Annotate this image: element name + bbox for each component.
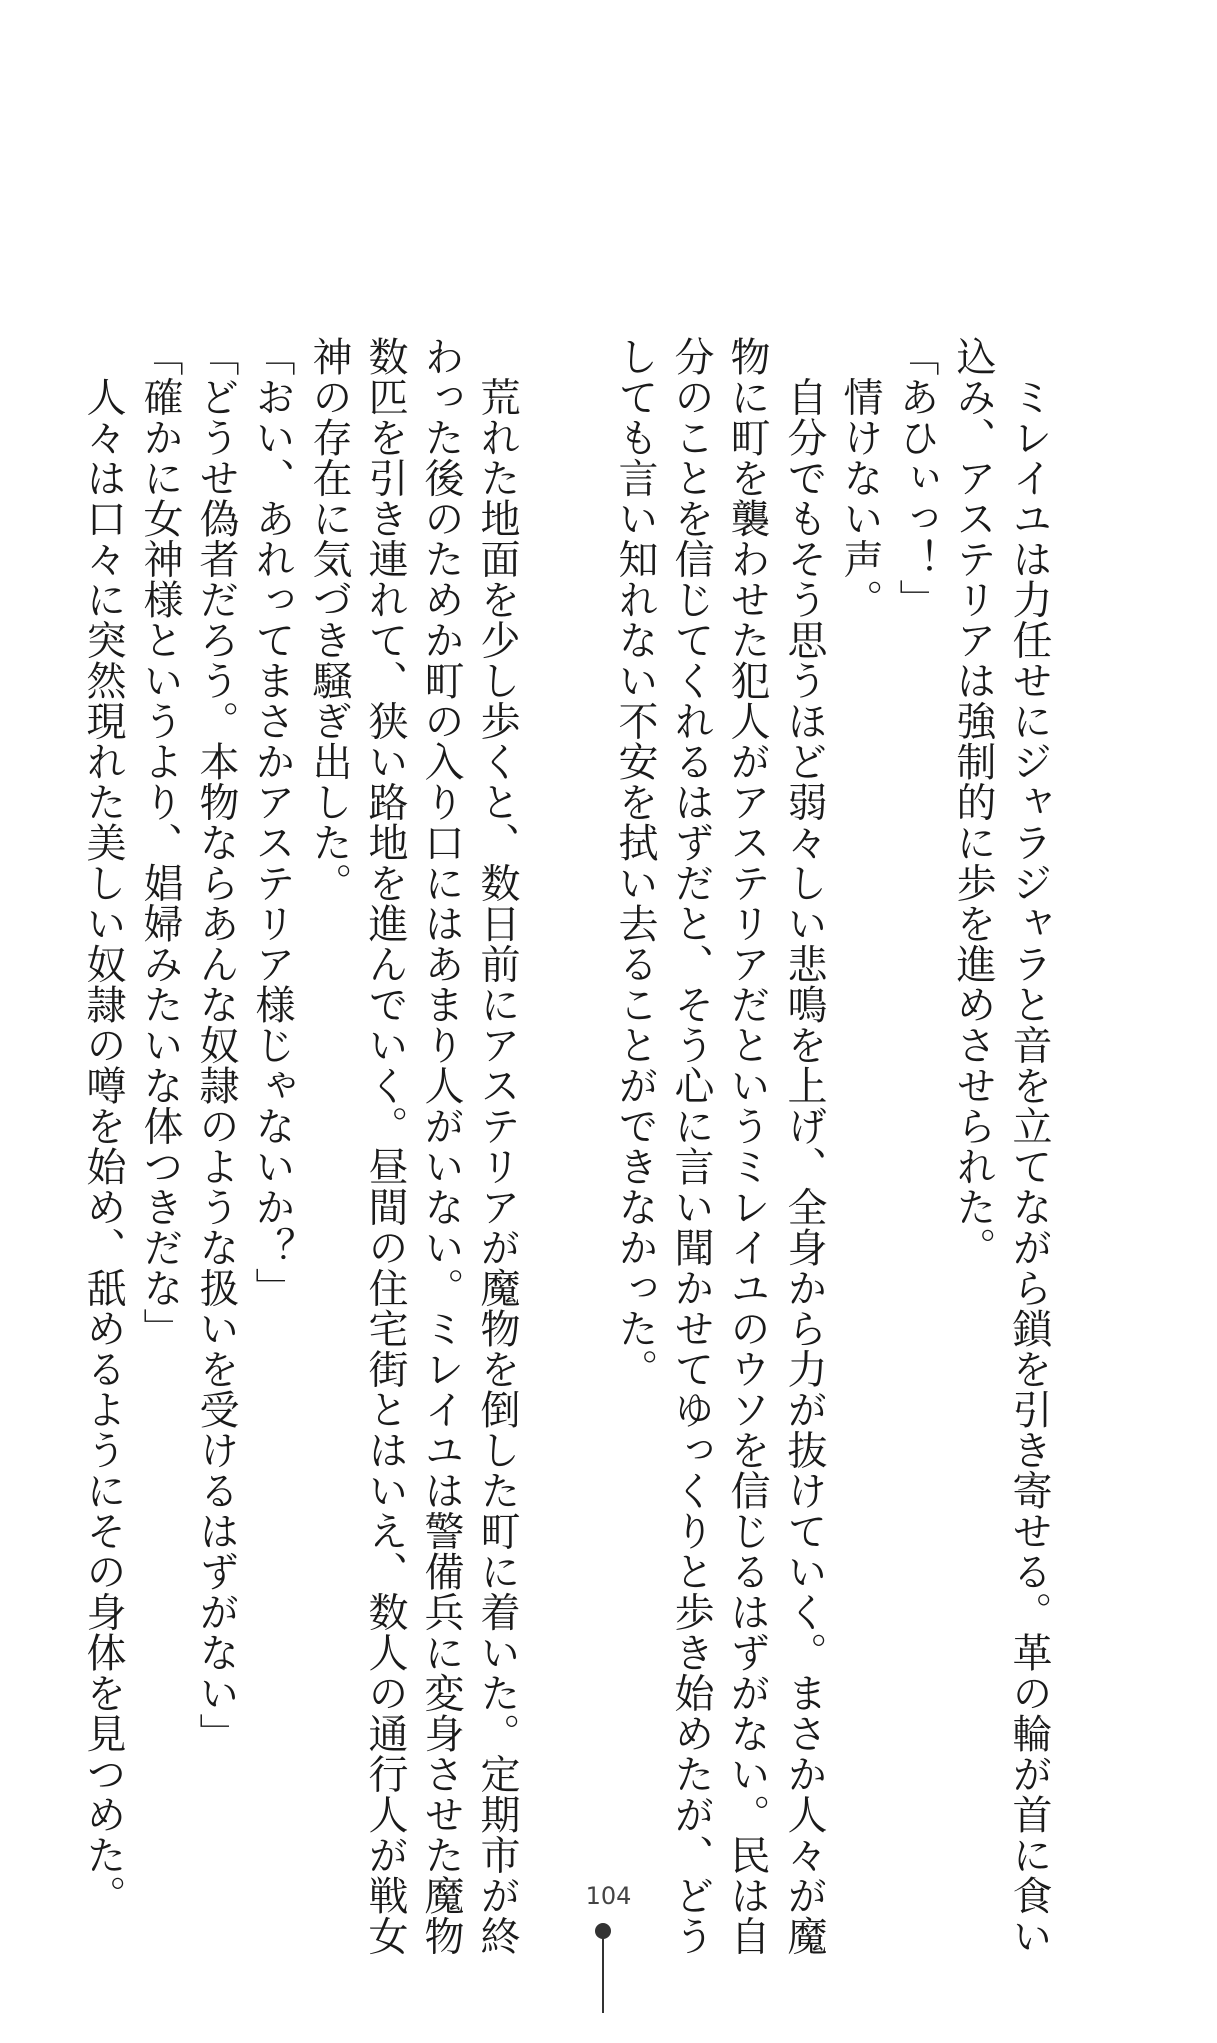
text-line: 「あひぃっ！」 <box>893 336 939 620</box>
text-line: 分のことを信じてくれるはずだと、そう心に言い聞かせてゆっくりと歩き始めたが、どう <box>668 336 714 1956</box>
text-line: 物に町を襲わせた犯人がアステリアだというミレイユのウソを信じるはずがない。民は自 <box>724 336 770 1956</box>
text-line: 「確かに女神様というより、娼婦みたいな体つきだな」 <box>137 336 183 1349</box>
text-line: 自分でもそう思うほど弱々しい悲鳴を上げ、全身から力が抜けていく。まさか人々が魔 <box>781 336 827 1956</box>
page-marker-dot <box>595 1923 611 1939</box>
text-line: しても言い知れない不安を拭い去ることができなかった。 <box>612 336 658 1389</box>
text-line: 人々は口々に突然現れた美しい奴隷の噂を始め、舐めるようにその身体を見つめた。 <box>80 336 126 1916</box>
text-line: 「おい、あれってまさかアステリア様じゃないか？」 <box>249 336 295 1308</box>
text-line: 数匹を引き連れて、狭い路地を進んでいく。昼間の住宅街とはいえ、数人の通行人が戦女 <box>362 336 408 1956</box>
text-line: わった後のためか町の入り口にはあまり人がいない。ミレイユは警備兵に変身させた魔物 <box>418 336 464 1956</box>
text-line: 神の存在に気づき騒ぎ出した。 <box>306 336 352 903</box>
page-number: 104 <box>585 1882 632 1910</box>
text-line: 「どうせ偽者だろう。本物ならあんな奴隷のような扱いを受けるはずがない」 <box>193 336 239 1754</box>
text-line: 込み、アステリアは強制的に歩を進めさせられた。 <box>950 336 996 1268</box>
text-line: 荒れた地面を少し歩くと、数日前にアステリアが魔物を倒した町に着いた。定期市が終 <box>474 336 520 1956</box>
text-line: ミレイユは力任せにジャラジャラと音を立てながら鎖を引き寄せる。革の輪が首に食い <box>1006 336 1052 1956</box>
text-line: 情けない声。 <box>837 336 883 620</box>
page-marker-stem <box>602 1938 604 2013</box>
